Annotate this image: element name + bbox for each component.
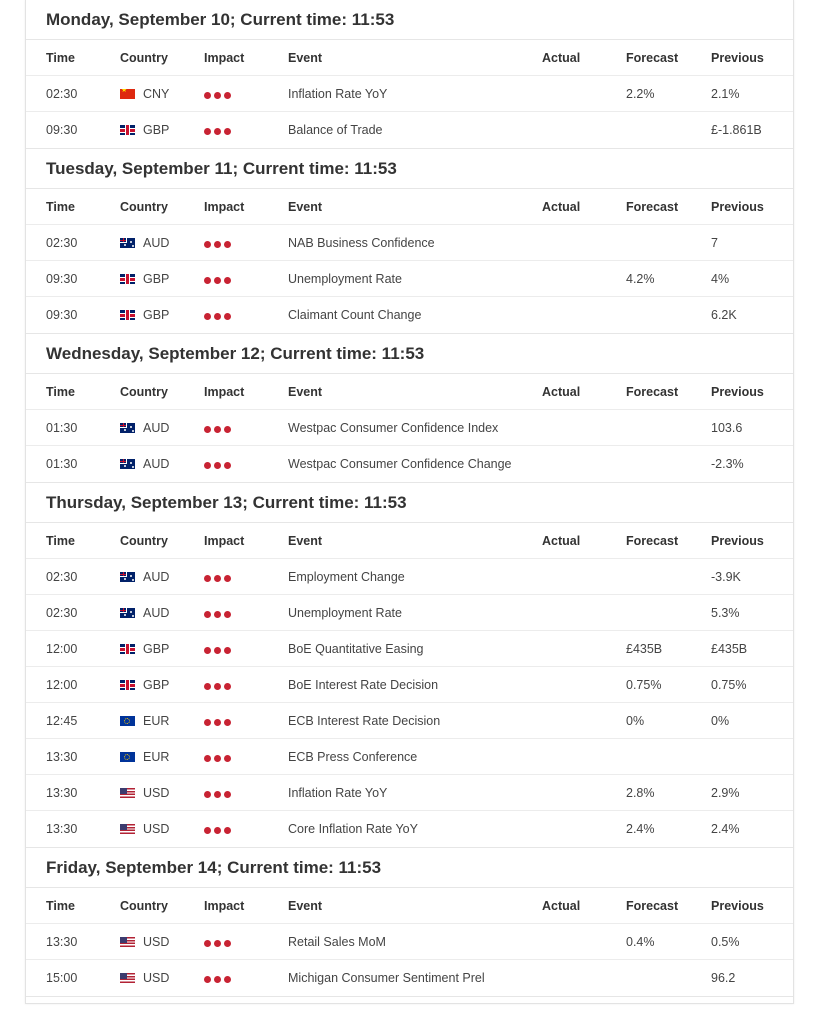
impact-dot-icon <box>224 277 231 284</box>
column-header-event[interactable]: Event <box>288 200 323 214</box>
event-time: 13:30 <box>46 750 78 764</box>
event-forecast: 0.75% <box>626 678 662 692</box>
impact-dot-icon <box>204 92 211 99</box>
event-event: ECB Press Conference <box>288 750 418 764</box>
event-previous: 0.5% <box>711 935 740 949</box>
event-event: BoE Interest Rate Decision <box>288 678 439 692</box>
event-time: 12:45 <box>46 714 78 728</box>
impact-dot-icon <box>204 719 211 726</box>
flag-gbp-icon <box>120 644 135 654</box>
currency-code: AUD <box>143 606 170 620</box>
flag-gbp-icon <box>120 125 135 135</box>
impact-dot-icon <box>224 611 231 618</box>
day-title: Thursday, September 13; Current time: 11:53 <box>26 483 793 523</box>
flag-usd-icon <box>120 937 135 947</box>
table-header-row <box>26 523 793 559</box>
event-forecast: 4.2% <box>626 272 655 286</box>
event-country <box>120 559 169 595</box>
event-time: 02:30 <box>46 606 78 620</box>
impact-dot-icon <box>214 976 221 983</box>
event-event: Westpac Consumer Confidence Index <box>288 421 499 435</box>
impact-dot-icon <box>204 611 211 618</box>
table-header-row <box>26 40 793 76</box>
flag-eur-icon <box>120 716 135 726</box>
impact-indicator <box>204 76 234 113</box>
impact-dot-icon <box>224 827 231 834</box>
impact-dot-icon <box>204 575 211 582</box>
day-section <box>26 0 793 149</box>
currency-code: USD <box>143 935 170 949</box>
currency-code: AUD <box>143 236 170 250</box>
event-event: Inflation Rate YoY <box>288 87 388 101</box>
column-header-forecast[interactable]: Forecast <box>626 385 679 399</box>
currency-code: USD <box>143 971 170 985</box>
event-time: 09:30 <box>46 123 78 137</box>
event-forecast: 0% <box>626 714 645 728</box>
event-time: 13:30 <box>46 786 78 800</box>
event-row[interactable] <box>26 112 793 148</box>
column-header-country[interactable]: Country <box>120 51 168 65</box>
event-previous: 96.2 <box>711 971 736 985</box>
impact-dot-icon <box>224 755 231 762</box>
flag-gbp-icon <box>120 274 135 284</box>
day-section <box>26 334 793 483</box>
event-time: 01:30 <box>46 457 78 471</box>
impact-dot-icon <box>224 575 231 582</box>
event-row[interactable] <box>26 631 793 667</box>
event-forecast: 2.2% <box>626 87 655 101</box>
impact-dot-icon <box>214 611 221 618</box>
flag-eur-icon <box>120 752 135 762</box>
event-row[interactable] <box>26 297 793 333</box>
event-country <box>120 446 169 482</box>
event-row[interactable] <box>26 739 793 775</box>
event-previous: -3.9K <box>711 570 741 584</box>
column-header-previous[interactable]: Previous <box>711 899 764 913</box>
impact-dot-icon <box>214 755 221 762</box>
impact-dot-icon <box>204 313 211 320</box>
impact-indicator <box>204 960 234 997</box>
impact-indicator <box>204 112 234 149</box>
table-header-row <box>26 374 793 410</box>
currency-code: AUD <box>143 421 170 435</box>
event-row[interactable] <box>26 410 793 446</box>
column-header-impact[interactable]: Impact <box>204 51 245 65</box>
event-row[interactable] <box>26 811 793 847</box>
impact-dot-icon <box>224 940 231 947</box>
event-event: Unemployment Rate <box>288 606 402 620</box>
impact-dot-icon <box>214 575 221 582</box>
column-header-country[interactable]: Country <box>120 899 168 913</box>
currency-code: GBP <box>143 272 170 286</box>
day-title: Friday, September 14; Current time: 11:53 <box>26 848 793 888</box>
impact-indicator <box>204 225 234 262</box>
event-time: 09:30 <box>46 308 78 322</box>
column-header-forecast[interactable]: Forecast <box>626 534 679 548</box>
impact-dot-icon <box>204 791 211 798</box>
event-country <box>120 811 169 847</box>
event-previous: 2.9% <box>711 786 740 800</box>
event-previous: 2.4% <box>711 822 740 836</box>
impact-indicator <box>204 667 234 704</box>
event-country <box>120 667 169 703</box>
flag-aud-icon <box>120 572 135 582</box>
column-header-previous[interactable]: Previous <box>711 385 764 399</box>
event-forecast: £435B <box>626 642 663 656</box>
event-previous: 5.3% <box>711 606 740 620</box>
impact-dot-icon <box>204 827 211 834</box>
currency-code: USD <box>143 822 170 836</box>
event-country <box>120 261 169 297</box>
event-country <box>120 76 169 112</box>
impact-indicator <box>204 261 234 298</box>
day-section <box>26 848 793 997</box>
impact-dot-icon <box>204 940 211 947</box>
flag-cny-icon <box>120 89 135 99</box>
event-row[interactable] <box>26 924 793 960</box>
impact-dot-icon <box>224 791 231 798</box>
event-row[interactable] <box>26 446 793 482</box>
currency-code: CNY <box>143 87 170 101</box>
column-header-actual[interactable]: Actual <box>542 899 581 913</box>
impact-dot-icon <box>214 719 221 726</box>
impact-indicator <box>204 559 234 596</box>
column-header-previous[interactable]: Previous <box>711 200 764 214</box>
event-country <box>120 410 169 446</box>
currency-code: GBP <box>143 123 170 137</box>
event-event: Inflation Rate YoY <box>288 786 388 800</box>
impact-dot-icon <box>214 241 221 248</box>
event-time: 12:00 <box>46 678 78 692</box>
currency-code: GBP <box>143 642 170 656</box>
event-time: 13:30 <box>46 935 78 949</box>
impact-dot-icon <box>204 683 211 690</box>
flag-aud-icon <box>120 238 135 248</box>
flag-gbp-icon <box>120 310 135 320</box>
day-title: Wednesday, September 12; Current time: 11:53 <box>26 334 793 374</box>
column-header-previous[interactable]: Previous <box>711 534 764 548</box>
event-event: Balance of Trade <box>288 123 383 137</box>
impact-dot-icon <box>214 940 221 947</box>
event-previous: 4% <box>711 272 730 286</box>
column-header-actual[interactable]: Actual <box>542 51 581 65</box>
event-event: Employment Change <box>288 570 405 584</box>
event-country <box>120 631 169 667</box>
currency-code: GBP <box>143 678 170 692</box>
event-time: 12:00 <box>46 642 78 656</box>
event-previous: £-1.861B <box>711 123 762 137</box>
event-row[interactable] <box>26 225 793 261</box>
event-row[interactable] <box>26 775 793 811</box>
currency-code: USD <box>143 786 170 800</box>
column-header-actual[interactable]: Actual <box>542 534 581 548</box>
event-previous: 103.6 <box>711 421 743 435</box>
event-country <box>120 703 169 739</box>
currency-code: EUR <box>143 714 170 728</box>
event-previous: 2.1% <box>711 87 740 101</box>
flag-aud-icon <box>120 459 135 469</box>
impact-dot-icon <box>204 647 211 654</box>
event-event: Michigan Consumer Sentiment Prel <box>288 971 485 985</box>
impact-dot-icon <box>214 647 221 654</box>
event-previous: -2.3% <box>711 457 744 471</box>
column-header-forecast[interactable]: Forecast <box>626 899 679 913</box>
currency-code: AUD <box>143 570 170 584</box>
event-time: 13:30 <box>46 822 78 836</box>
column-header-impact[interactable]: Impact <box>204 200 245 214</box>
impact-indicator <box>204 739 234 776</box>
impact-dot-icon <box>224 128 231 135</box>
impact-dot-icon <box>214 827 221 834</box>
impact-dot-icon <box>204 976 211 983</box>
column-header-impact[interactable]: Impact <box>204 534 245 548</box>
impact-dot-icon <box>214 683 221 690</box>
impact-indicator <box>204 410 234 447</box>
currency-code: EUR <box>143 750 170 764</box>
impact-indicator <box>204 775 234 812</box>
day-section <box>26 149 793 334</box>
column-header-country[interactable]: Country <box>120 534 168 548</box>
day-section <box>26 483 793 848</box>
table-header-row <box>26 888 793 924</box>
impact-dot-icon <box>224 683 231 690</box>
impact-indicator <box>204 631 234 668</box>
column-header-event[interactable]: Event <box>288 385 323 399</box>
event-time: 02:30 <box>46 87 78 101</box>
impact-dot-icon <box>224 426 231 433</box>
day-title: Tuesday, September 11; Current time: 11:53 <box>26 149 793 189</box>
event-row[interactable] <box>26 595 793 631</box>
event-time: 15:00 <box>46 971 78 985</box>
event-row[interactable] <box>26 960 793 996</box>
impact-dot-icon <box>214 791 221 798</box>
event-row[interactable] <box>26 76 793 112</box>
currency-code: AUD <box>143 457 170 471</box>
flag-gbp-icon <box>120 680 135 690</box>
table-header-row <box>26 189 793 225</box>
impact-dot-icon <box>214 462 221 469</box>
column-header-actual[interactable]: Actual <box>542 200 581 214</box>
flag-aud-icon <box>120 608 135 618</box>
currency-code: GBP <box>143 308 170 322</box>
impact-dot-icon <box>214 92 221 99</box>
event-event: Claimant Count Change <box>288 308 422 322</box>
column-header-time[interactable]: Time <box>46 200 75 214</box>
event-event: Core Inflation Rate YoY <box>288 822 418 836</box>
event-country <box>120 924 169 960</box>
impact-dot-icon <box>204 426 211 433</box>
column-header-time[interactable]: Time <box>46 51 75 65</box>
column-header-country[interactable]: Country <box>120 385 168 399</box>
column-header-forecast[interactable]: Forecast <box>626 51 679 65</box>
event-event: Unemployment Rate <box>288 272 402 286</box>
impact-indicator <box>204 811 234 848</box>
column-header-impact[interactable]: Impact <box>204 899 245 913</box>
impact-dot-icon <box>224 647 231 654</box>
event-event: NAB Business Confidence <box>288 236 435 250</box>
impact-dot-icon <box>224 976 231 983</box>
event-previous: £435B <box>711 642 748 656</box>
event-forecast: 2.8% <box>626 786 655 800</box>
flag-usd-icon <box>120 824 135 834</box>
impact-indicator <box>204 446 234 483</box>
event-time: 09:30 <box>46 272 78 286</box>
event-time: 02:30 <box>46 570 78 584</box>
event-previous: 0.75% <box>711 678 747 692</box>
flag-aud-icon <box>120 423 135 433</box>
event-row[interactable] <box>26 559 793 595</box>
column-header-previous[interactable]: Previous <box>711 51 764 65</box>
event-time: 01:30 <box>46 421 78 435</box>
flag-usd-icon <box>120 973 135 983</box>
impact-indicator <box>204 297 234 334</box>
impact-dot-icon <box>214 313 221 320</box>
event-forecast: 0.4% <box>626 935 655 949</box>
event-country <box>120 775 169 811</box>
event-row[interactable] <box>26 667 793 703</box>
impact-dot-icon <box>224 462 231 469</box>
event-previous: 6.2K <box>711 308 737 322</box>
event-previous: 0% <box>711 714 730 728</box>
column-header-event[interactable]: Event <box>288 51 323 65</box>
impact-dot-icon <box>204 241 211 248</box>
event-country <box>120 225 169 261</box>
column-header-forecast[interactable]: Forecast <box>626 200 679 214</box>
impact-dot-icon <box>224 719 231 726</box>
impact-dot-icon <box>204 277 211 284</box>
impact-dot-icon <box>224 313 231 320</box>
impact-indicator <box>204 703 234 740</box>
event-row[interactable] <box>26 703 793 739</box>
event-previous: 7 <box>711 236 718 250</box>
column-header-actual[interactable]: Actual <box>542 385 581 399</box>
column-header-impact[interactable]: Impact <box>204 385 245 399</box>
column-header-event[interactable]: Event <box>288 899 323 913</box>
impact-dot-icon <box>204 755 211 762</box>
impact-dot-icon <box>224 241 231 248</box>
event-event: Westpac Consumer Confidence Change <box>288 457 512 471</box>
impact-dot-icon <box>204 128 211 135</box>
column-header-time[interactable]: Time <box>46 534 75 548</box>
column-header-country[interactable]: Country <box>120 200 168 214</box>
column-header-time[interactable]: Time <box>46 385 75 399</box>
flag-usd-icon <box>120 788 135 798</box>
event-country <box>120 739 169 775</box>
event-country <box>120 112 169 148</box>
event-event: Retail Sales MoM <box>288 935 386 949</box>
event-forecast: 2.4% <box>626 822 655 836</box>
impact-dot-icon <box>224 92 231 99</box>
impact-dot-icon <box>214 128 221 135</box>
event-time: 02:30 <box>46 236 78 250</box>
column-header-event[interactable]: Event <box>288 534 323 548</box>
impact-indicator <box>204 595 234 632</box>
event-event: BoE Quantitative Easing <box>288 642 424 656</box>
event-event: ECB Interest Rate Decision <box>288 714 441 728</box>
impact-indicator <box>204 924 234 961</box>
economic-calendar <box>25 0 794 1004</box>
impact-dot-icon <box>204 462 211 469</box>
event-country <box>120 960 169 996</box>
event-country <box>120 297 169 333</box>
impact-dot-icon <box>214 277 221 284</box>
event-row[interactable] <box>26 261 793 297</box>
event-country <box>120 595 169 631</box>
column-header-time[interactable]: Time <box>46 899 75 913</box>
day-title: Monday, September 10; Current time: 11:53 <box>26 0 793 40</box>
impact-dot-icon <box>214 426 221 433</box>
